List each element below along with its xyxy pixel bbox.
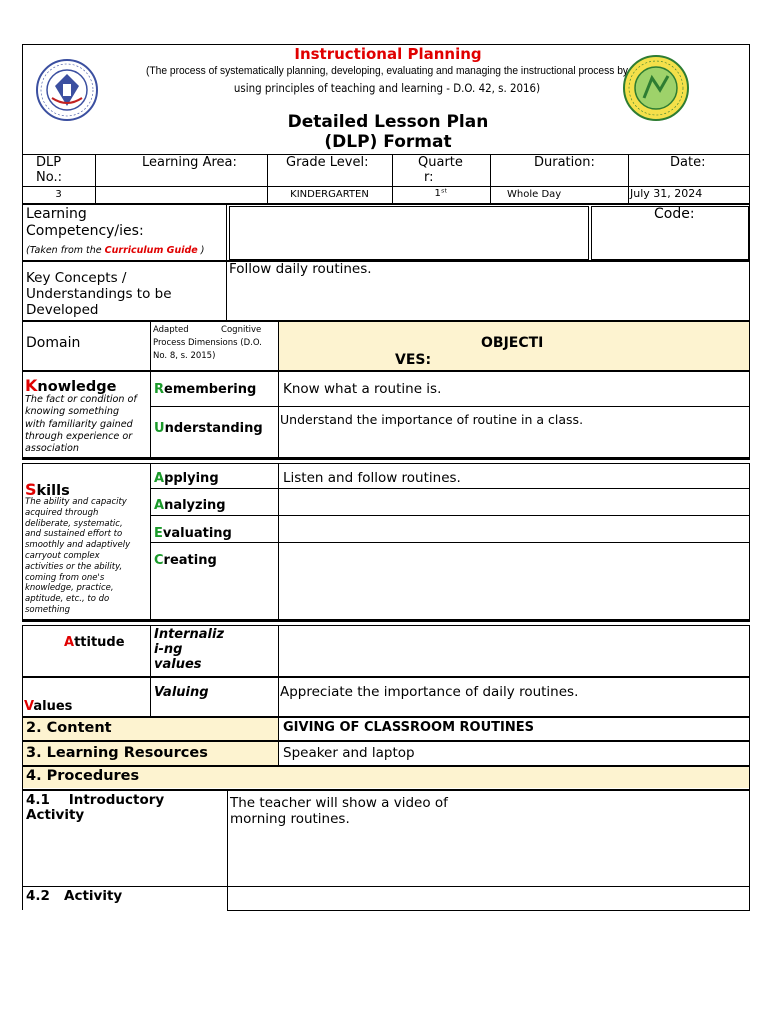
values-objective: Appreciate the importance of daily routines.: [280, 684, 579, 700]
grade-level-value: KINDERGARTEN: [290, 189, 369, 200]
introductory-activity-value-1: The teacher will show a video of: [230, 795, 448, 811]
creating-label: Creating: [154, 553, 217, 568]
attitude-section: [22, 625, 750, 677]
objectives-header: [22, 321, 750, 371]
key-concepts-label-2: Understandings to be: [26, 286, 172, 302]
duration-value: Whole Day: [507, 189, 562, 200]
knowledge-description: The fact or condition of knowing something with familiarity gained through experience or association: [25, 394, 137, 455]
activity-label: 4.2 Activity: [26, 888, 123, 904]
adapted-label-3: No. 8, s. 2015): [153, 351, 216, 361]
program-title: Instructional Planning: [294, 45, 482, 63]
internalizing-label-1: Internaliz: [154, 627, 225, 642]
content-value: GIVING OF CLASSROOM ROUTINES: [283, 720, 534, 735]
skills-description: The ability and capacity acquired through deliberate, systematic, and sustained effort to smoothly and adaptively carryout complex activities or the ability, coming from one's knowledge, practice, aptitude, etc., to do something: [25, 497, 131, 615]
evaluating-label: Evaluating: [154, 526, 232, 541]
duration-label: Duration:: [534, 155, 595, 170]
analyzing-label: Analyzing: [154, 498, 226, 513]
knowledge-heading: Knowledge: [25, 376, 117, 395]
adapted-label-1: Adapted Cognitive: [153, 325, 262, 335]
applying-objective: Listen and follow routines.: [283, 470, 461, 486]
dlp-label: DLP: [36, 155, 62, 170]
quarter-label-1: Quarte: [418, 155, 463, 170]
key-concepts-label-3: Developed: [26, 302, 99, 318]
remembering-label: Remembering: [154, 382, 257, 397]
program-description-line-2: using principles of teaching and learning - D.O. 42, s. 2016): [233, 81, 541, 95]
dlp-no-value: 3: [55, 189, 62, 200]
key-concepts-label-1: Key Concepts /: [26, 270, 127, 286]
objectives-label-1: OBJECTI: [481, 335, 544, 351]
procedures-label: 4. Procedures: [26, 768, 140, 784]
competency-label-2: Competency/ies:: [26, 223, 144, 239]
program-description-line-1: (The process of systematically planning, developing, evaluating and managing the instructional process by: [145, 65, 629, 77]
content-label: 2. Content: [26, 720, 112, 736]
internalizing-label-3: values: [154, 657, 202, 672]
understanding-objective: Understand the importance of routine in a class.: [280, 412, 584, 427]
introductory-activity-label-1: 4.1 Introductory: [26, 792, 165, 808]
key-concepts-value: Follow daily routines.: [229, 261, 372, 277]
grade-level-label: Grade Level:: [286, 155, 369, 170]
resources-value: Speaker and laptop: [283, 745, 415, 761]
deped-seal-left: [30, 58, 104, 122]
remembering-objective: Know what a routine is.: [283, 381, 442, 397]
values-heading: Values: [24, 699, 73, 714]
domain-label: Domain: [26, 335, 81, 351]
resources-label: 3. Learning Resources: [26, 745, 208, 761]
competency-source: (Taken from the Curriculum Guide ): [26, 245, 205, 256]
date-value: July 31, 2024: [630, 187, 703, 200]
code-label: Code:: [654, 206, 695, 222]
quarter-value: 1ˢᵗ: [434, 188, 448, 199]
objectives-label-2: VES:: [395, 352, 432, 368]
activity-value-box: [227, 886, 750, 911]
competency-label-1: Learning: [26, 206, 87, 222]
introductory-activity-label-2: Activity: [26, 807, 85, 823]
learning-area-label: Learning Area:: [142, 155, 237, 170]
dlp-no-label: No.:: [36, 170, 62, 185]
adapted-label-2: Process Dimensions (D.O.: [153, 338, 262, 348]
introductory-activity-value-2: morning routines.: [230, 811, 350, 827]
document-title: Detailed Lesson Plan: [287, 112, 489, 132]
curriculum-guide-link: Curriculum Guide: [104, 245, 198, 256]
internalizing-label-2: i-ng: [154, 642, 183, 657]
date-label: Date:: [670, 155, 706, 170]
valuing-label: Valuing: [154, 685, 209, 700]
understanding-label: Understanding: [154, 421, 263, 436]
attitude-heading: Attitude: [64, 635, 125, 650]
document-subtitle: (DLP) Format: [324, 132, 452, 152]
quarter-label-2: r:: [424, 170, 434, 185]
applying-label: Applying: [154, 471, 219, 486]
skills-heading: Skills: [25, 480, 70, 499]
